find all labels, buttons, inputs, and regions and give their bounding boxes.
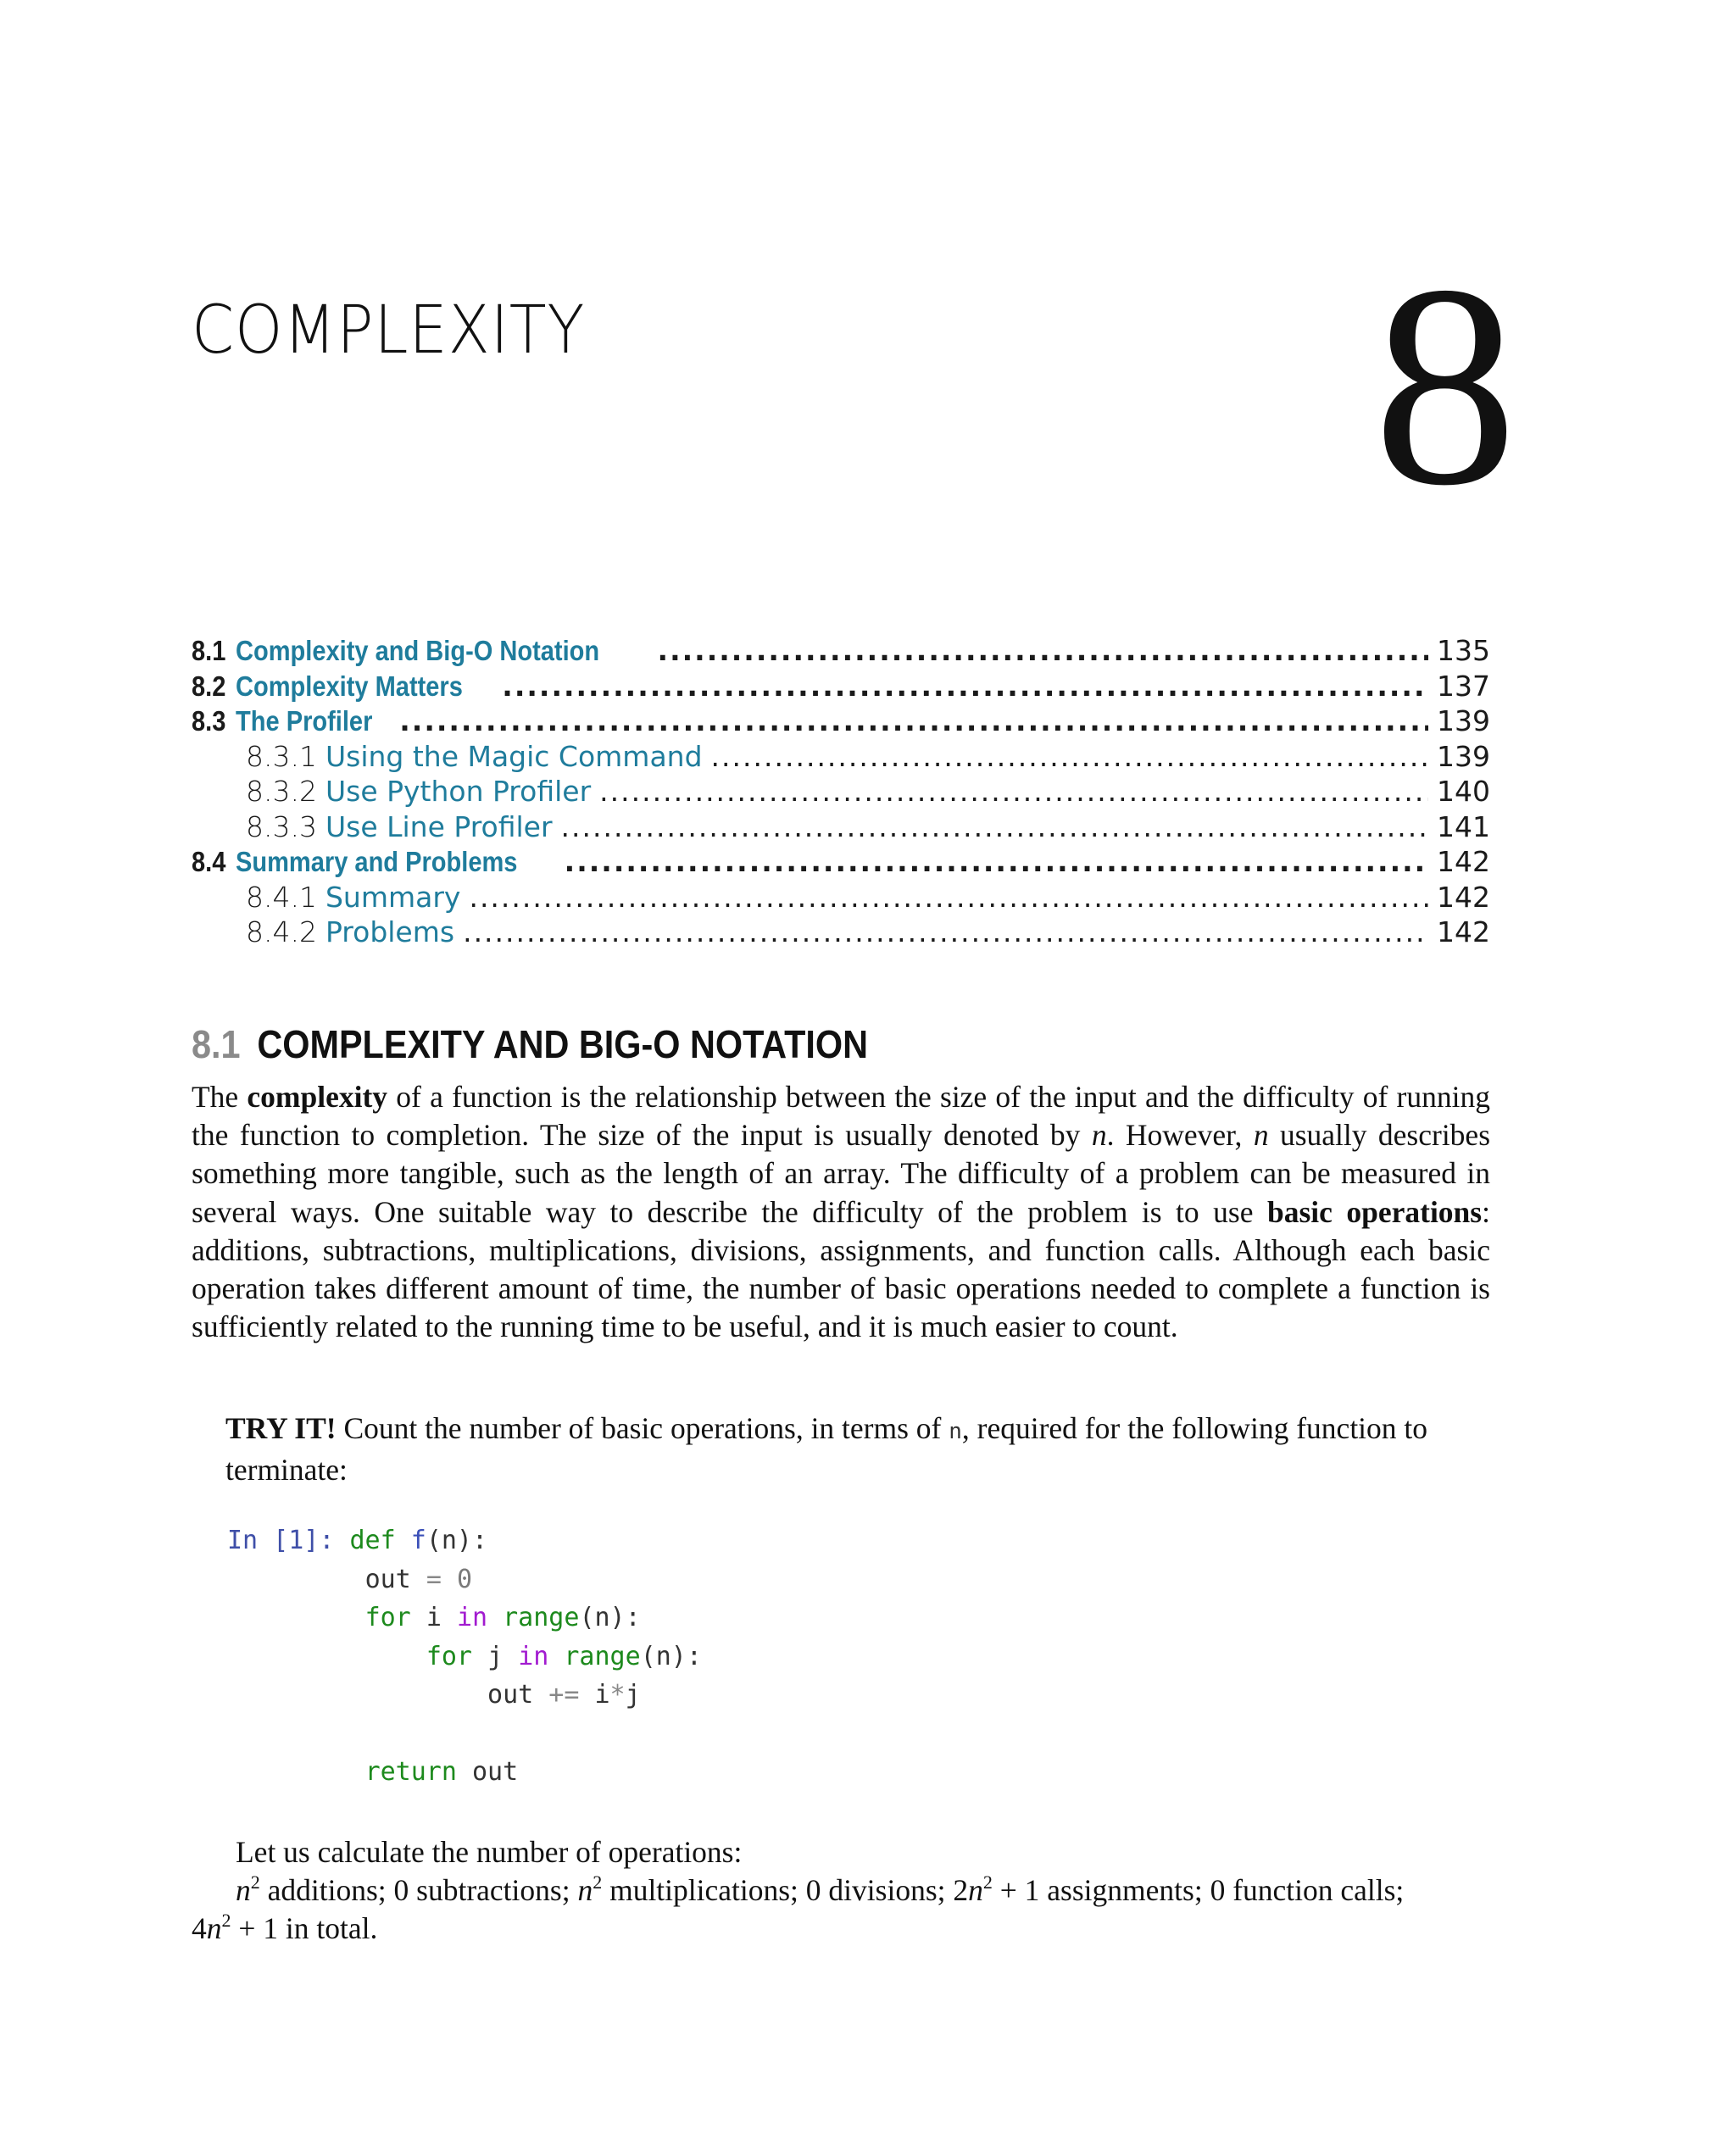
- code-function-name: f: [410, 1526, 426, 1555]
- toc-entry-number: 8.3.3: [246, 809, 317, 843]
- code-text: j: [625, 1680, 641, 1710]
- toc-entry-link[interactable]: Use Python Profiler: [325, 775, 592, 808]
- toc-entry-link[interactable]: The Profiler: [235, 705, 373, 737]
- toc-entry-number: 8.4.1: [246, 880, 317, 914]
- body-paragraph: [192, 1078, 1490, 1346]
- code-text: j: [487, 1641, 504, 1671]
- toc-leader-dots: [658, 634, 1428, 667]
- code-text: (n):: [579, 1603, 641, 1632]
- toc-leader-dots: [463, 915, 1428, 948]
- toc-entry-number: 8.3.2: [246, 775, 317, 808]
- inline-code: n: [949, 1419, 962, 1444]
- toc-entry-page: 135: [1437, 634, 1490, 667]
- toc-entry-link[interactable]: Summary and Problems: [235, 846, 518, 877]
- toc-entry-number: 8.4.2: [246, 915, 317, 948]
- code-text: out: [487, 1680, 534, 1710]
- toc-leader-dots: [469, 881, 1428, 914]
- toc-entry-link[interactable]: Complexity and Big-O Notation: [235, 635, 600, 666]
- term-complexity: complexity: [247, 1080, 388, 1114]
- code-builtin: range: [503, 1603, 580, 1632]
- operation-count: [192, 1833, 1497, 1949]
- try-it-box: [225, 1410, 1480, 1489]
- toc-entry[interactable]: [192, 634, 1490, 670]
- body-text: : additions, subtractions, multiplications, divisions, assignments, and function calls. Although each basic operation takes different amount of time, the number of basic operations needed to complete a function is sufficiently related to the running time to be useful, and it is much easier to count.: [192, 1194, 1490, 1344]
- code-builtin: range: [564, 1641, 641, 1671]
- code-keyword: for: [426, 1641, 472, 1671]
- toc-leader-dots: [565, 845, 1428, 878]
- toc-entry-page: 140: [1437, 775, 1490, 808]
- toc-entry-link[interactable]: Using the Magic Command: [325, 739, 703, 773]
- code-keyword: for: [364, 1603, 411, 1632]
- toc-entry-link[interactable]: Summary: [325, 880, 461, 914]
- chapter-number: 8: [1373, 225, 1517, 545]
- code-keyword: in: [456, 1603, 488, 1632]
- section-heading: [192, 1021, 868, 1067]
- toc-entry-link[interactable]: Use Line Profiler: [325, 809, 553, 843]
- toc-entry-link[interactable]: Complexity Matters: [235, 670, 463, 702]
- body-text: usually describes something more tangible, such as the length of an array. The difficulty of a problem can be measured in several ways. One suitable way to describe the difficulty of the problem is to use: [192, 1118, 1491, 1229]
- toc-entry[interactable]: [192, 845, 1490, 881]
- body-text: The: [192, 1080, 248, 1114]
- toc-entry-page: 139: [1437, 704, 1490, 737]
- math-var-n: n: [1253, 1118, 1269, 1153]
- code-prompt: In [1]:: [227, 1526, 335, 1555]
- toc-subentry[interactable]: [192, 881, 1490, 916]
- toc-subentry[interactable]: [192, 775, 1490, 810]
- code-number: 0: [456, 1564, 472, 1594]
- toc-leader-dots: [502, 670, 1428, 703]
- try-it-label: TRY IT!: [225, 1411, 337, 1445]
- toc-entry[interactable]: [192, 704, 1490, 740]
- code-operator: *: [609, 1680, 626, 1710]
- toc-entry-page: 141: [1437, 809, 1490, 843]
- calc-breakdown: $n^2$ additions; 0 subtractions; $n^2$ multiplications; 0 divisions; $2n^2 + 1$ assignments; 0 function calls;: [236, 1871, 1405, 1908]
- body-text: . However,: [1106, 1118, 1254, 1153]
- table-of-contents: [192, 634, 1490, 951]
- toc-entry-page: 142: [1437, 845, 1490, 878]
- code-text: i: [594, 1680, 610, 1710]
- toc-entry-page: 142: [1437, 915, 1490, 948]
- section-title: COMPLEXITY AND BIG-O NOTATION: [257, 1022, 869, 1066]
- toc-leader-dots: [399, 704, 1428, 737]
- toc-entry-number: 8.3: [192, 705, 226, 737]
- code-text: i: [426, 1603, 442, 1632]
- toc-subentry[interactable]: [192, 740, 1490, 776]
- toc-entry-number: 8.2: [192, 670, 226, 702]
- code-keyword: return: [364, 1757, 457, 1787]
- section-number: 8.1: [192, 1022, 241, 1066]
- toc-entry[interactable]: [192, 670, 1490, 705]
- code-text: out: [364, 1564, 411, 1594]
- math-var-n: n: [1091, 1118, 1107, 1153]
- toc-entry-page: 137: [1437, 669, 1490, 703]
- toc-entry-number: 8.3.1: [246, 739, 317, 773]
- toc-leader-dots: [599, 775, 1428, 808]
- toc-entry-number: 8.4: [192, 846, 226, 877]
- try-it-text: , required for the following function to terminate:: [225, 1411, 1428, 1488]
- calc-total: $4n^2 + 1$ in total.: [192, 1910, 378, 1946]
- chapter-title: COMPLEXITY: [192, 292, 586, 369]
- term-basic-operations: basic operations: [1266, 1194, 1483, 1229]
- code-keyword: in: [518, 1641, 549, 1671]
- toc-subentry[interactable]: [192, 810, 1490, 846]
- toc-entry-page: 139: [1437, 739, 1490, 773]
- try-it-text: Count the number of basic operations, in terms of: [336, 1411, 949, 1445]
- toc-entry-link[interactable]: Problems: [325, 915, 455, 948]
- toc-leader-dots: [711, 740, 1428, 773]
- code-text: (n):: [640, 1641, 702, 1671]
- code-cell: [227, 1521, 702, 1792]
- toc-leader-dots: [561, 810, 1428, 843]
- toc-subentry[interactable]: [192, 915, 1490, 951]
- code-operator: +=: [548, 1680, 580, 1710]
- calc-intro: Let us calculate the number of operations:: [236, 1835, 743, 1869]
- code-text: out: [472, 1757, 519, 1787]
- toc-entry-number: 8.1: [192, 635, 226, 666]
- code-text: (n):: [426, 1526, 488, 1555]
- toc-entry-page: 142: [1437, 880, 1490, 914]
- body-text: of a function is the relationship between the size of the input and the difficulty of running the function to completion. The size of the input is usually denoted by: [192, 1080, 1490, 1153]
- code-keyword: def: [349, 1526, 396, 1555]
- code-operator: =: [426, 1564, 442, 1594]
